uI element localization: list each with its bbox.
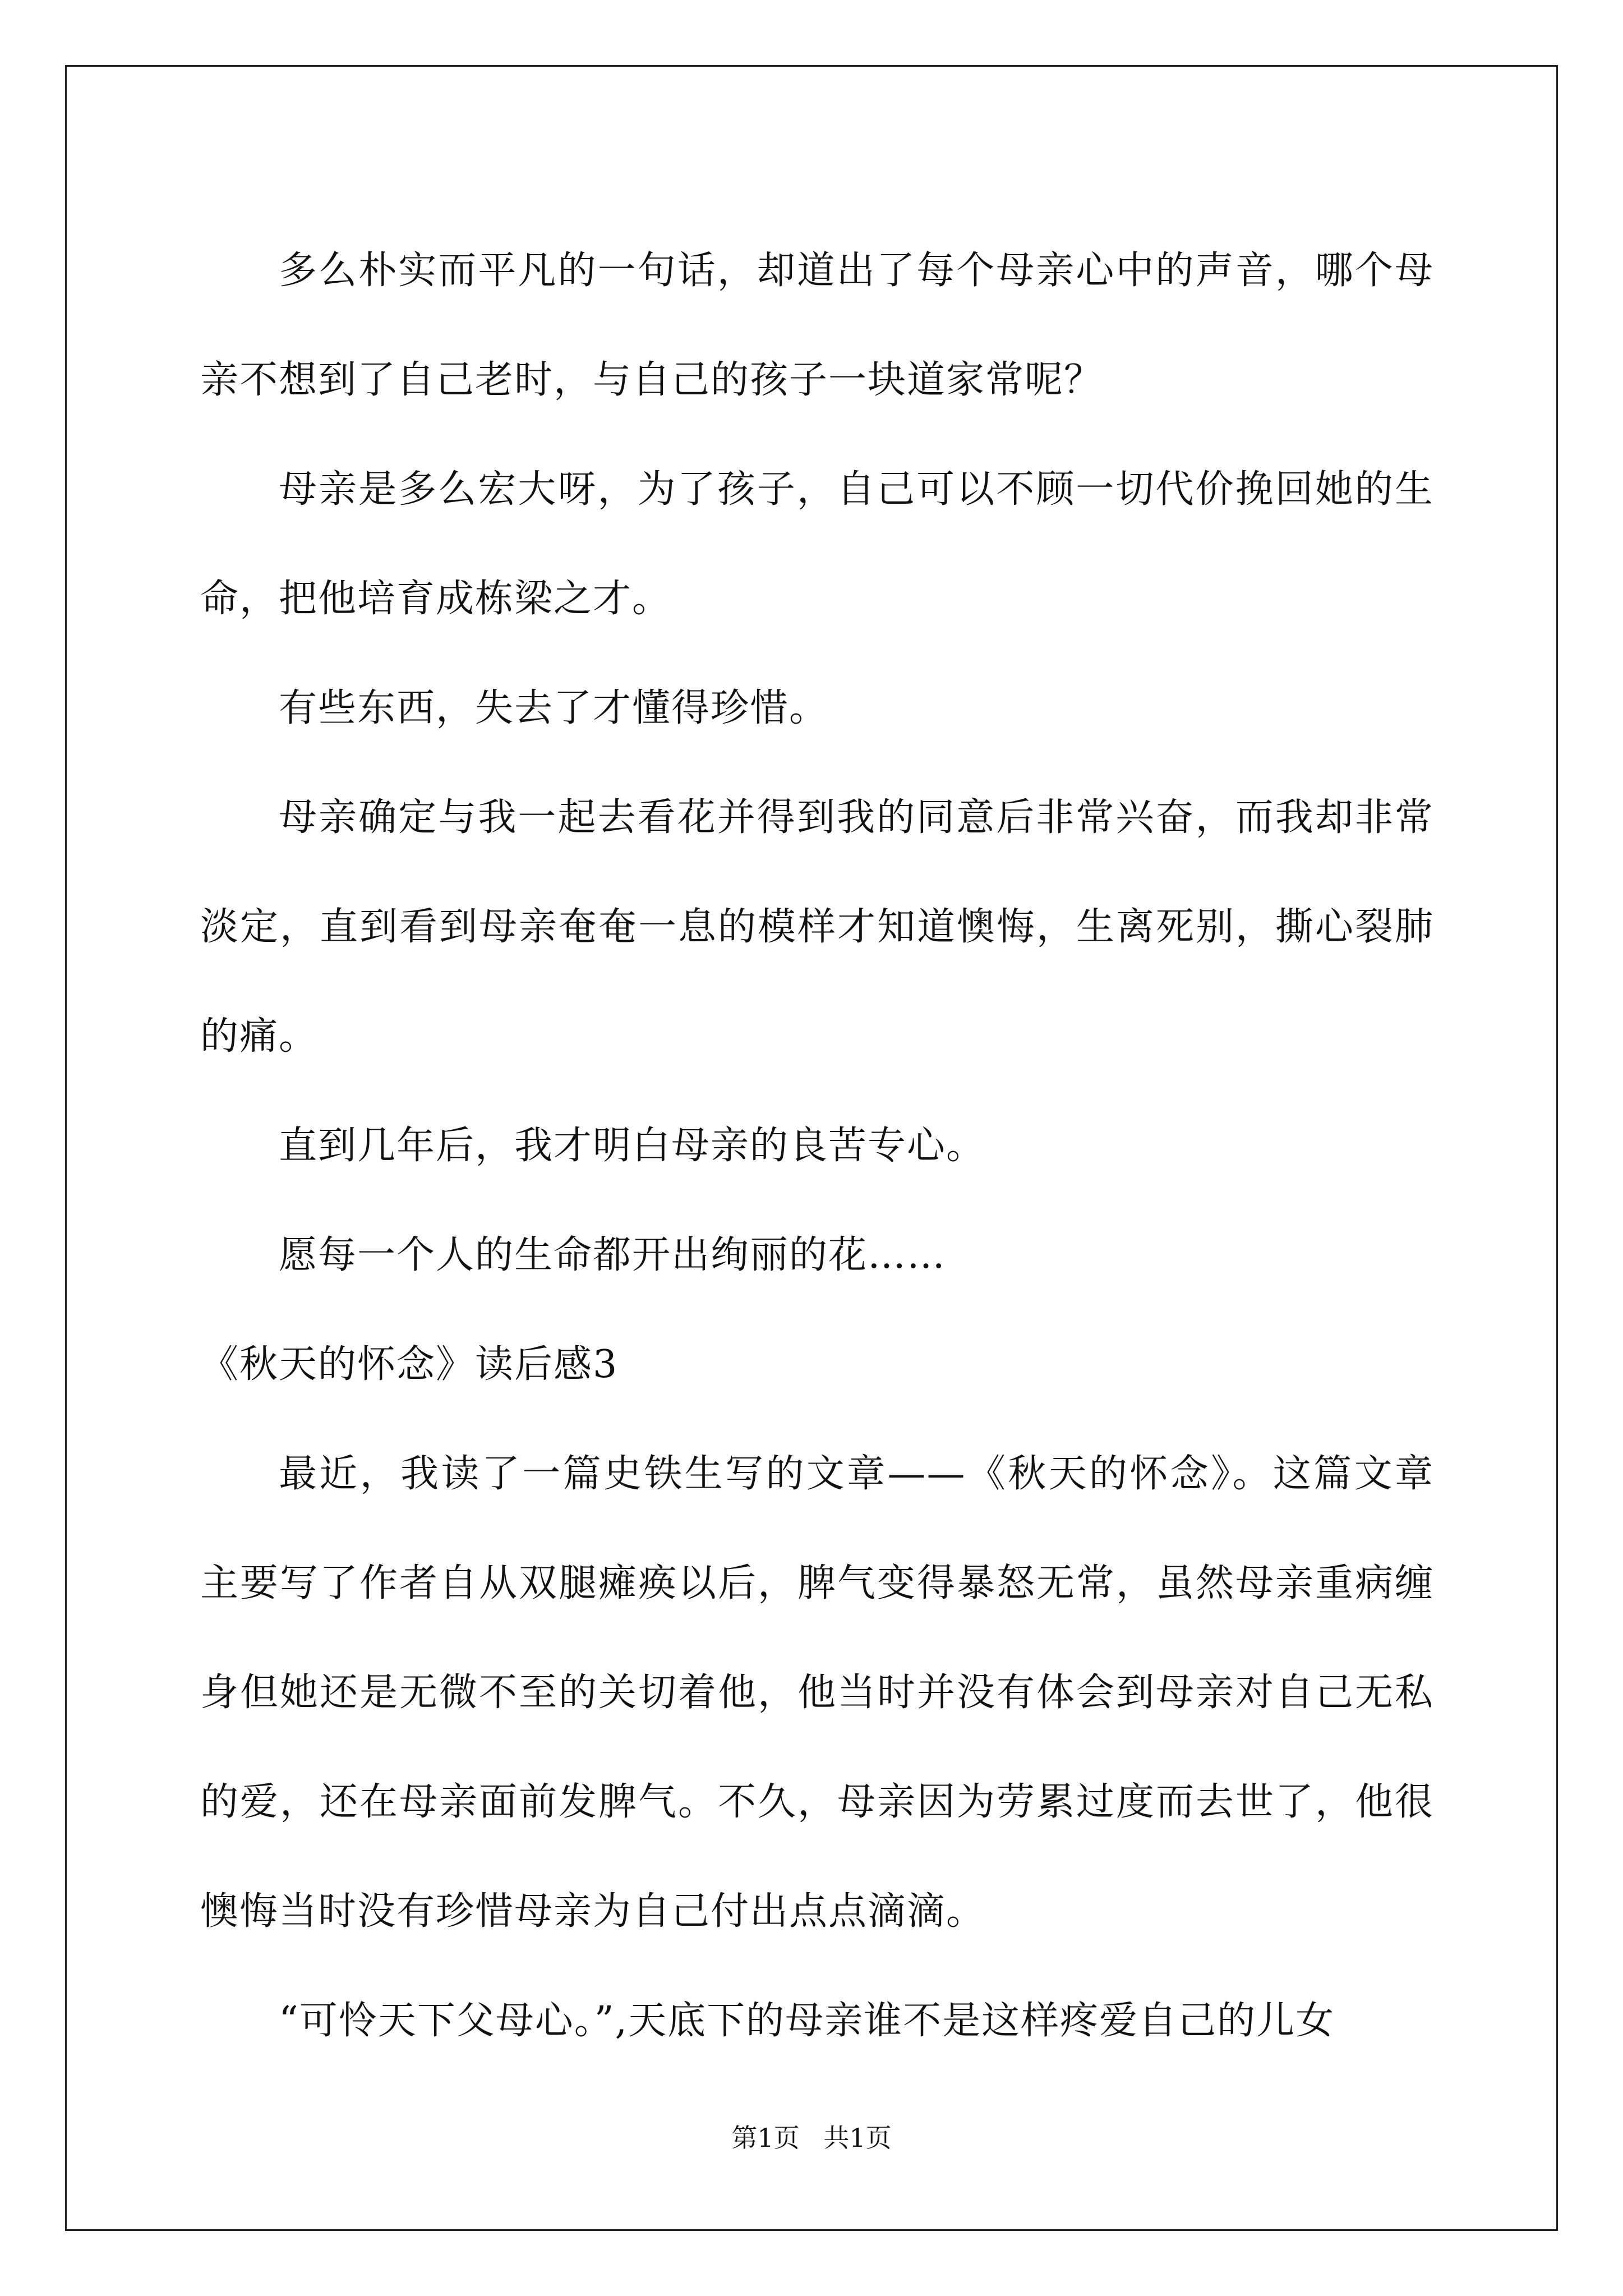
paragraph: 愿每一个人的生命都开出绚丽的花…… bbox=[279, 1233, 947, 1277]
page-number: 第1页 bbox=[731, 2123, 800, 2153]
document-body bbox=[200, 216, 1434, 2076]
paragraph: 最近，我读了一篇史铁生写的文章——《秋天的怀念》。这篇文章主要写了作者自从双腿瘫痪以后，脾气变得暴怒无常，虽然母亲重病缠身但她还是无微不至的关切着他，他当时并没有体会到母亲对自己无私的爱，还在母亲面前发脾气。不久，母亲因为劳累过度而去世了，他很懊悔当时没有珍惜母亲为自己付出点点滴滴。 bbox=[200, 1452, 1434, 1934]
paragraph: 母亲确定与我一起去看花并得到我的同意后非常兴奋，而我却非常淡定，直到看到母亲奄奄一息的模样才知道懊悔，生离死别，撕心裂肺的痛。 bbox=[200, 795, 1434, 1059]
paragraph: 母亲是多么宏大呀，为了孩子，自己可以不顾一切代价挽回她的生命，把他培育成栋梁之才。 bbox=[200, 467, 1434, 621]
section-title: 《秋天的怀念》读后感3 bbox=[200, 1342, 619, 1387]
paragraph: 直到几年后，我才明白母亲的良苦专心。 bbox=[279, 1124, 986, 1168]
paragraph: 有些东西，失去了才懂得珍惜。 bbox=[279, 686, 829, 730]
paragraph: 多么朴实而平凡的一句话，却道出了每个母亲心中的声音，哪个母亲不想到了自己老时，与自己的孩子一块道家常呢？ bbox=[200, 249, 1434, 402]
page-total: 共1页 bbox=[823, 2123, 892, 2153]
paragraph: “可怜天下父母心。”,天底下的母亲谁不是这样疼爱自己的儿女 bbox=[279, 1999, 1335, 2043]
page-footer bbox=[0, 2118, 1623, 2155]
